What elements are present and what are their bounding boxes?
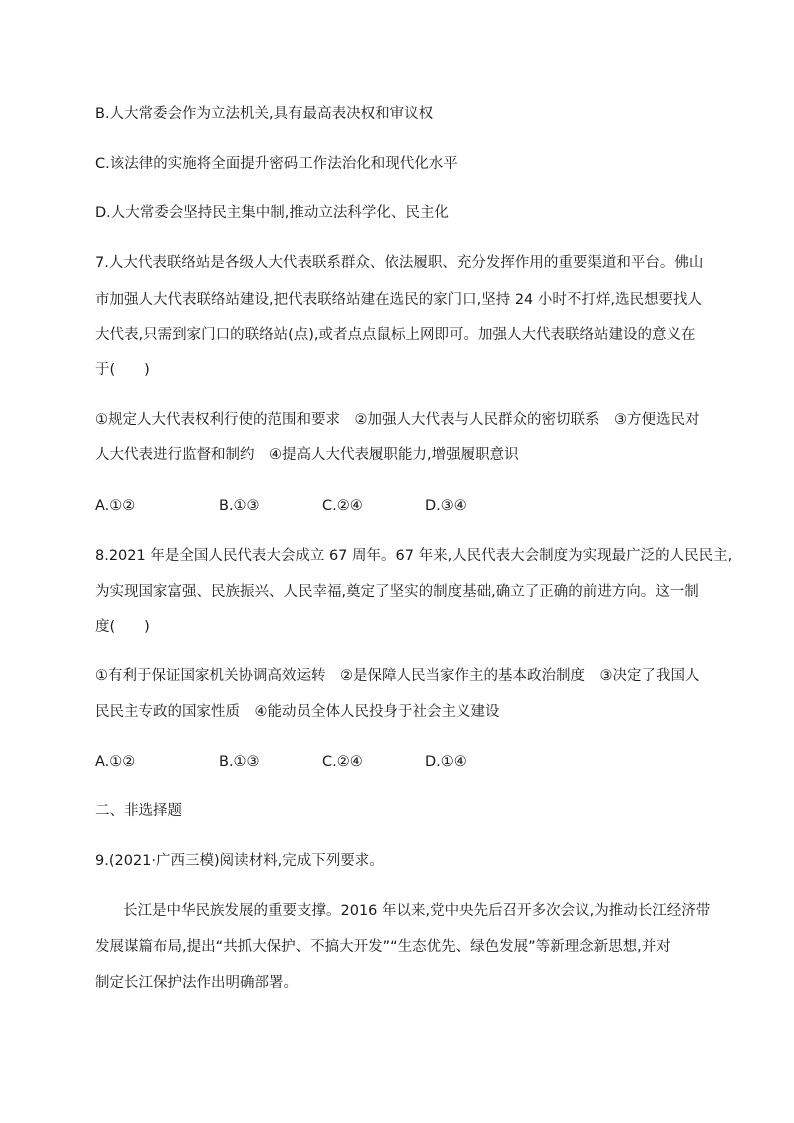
q6-option-b: B.人大常委会作为立法机关,具有最高表决权和审议权 xyxy=(95,106,434,122)
q8-stem-line: 为实现国家富强、民族振兴、人民幸福,奠定了坚实的制度基础,确立了正确的前进方向。这一制 xyxy=(95,584,699,600)
q7-choice-a: A.①② xyxy=(95,498,136,514)
q9-stem: 9.(2021·广西三模)阅读材料,完成下列要求。 xyxy=(95,853,384,869)
q8-stem-line: 8.2021 年是全国人民代表大会成立 67 周年。67 年来,人民代表大会制度为实现最广泛的人民民主, xyxy=(95,548,733,564)
q9-material-line: 发展谋篇布局,提出“共抓大保护、不搞大开发”“生态优先、绿色发展”等新理念新思想,并对 xyxy=(95,939,671,955)
q7-choice-c: C.②④ xyxy=(322,498,363,514)
q7-choice-b: B.①③ xyxy=(219,498,260,514)
q6-option-c: C.该法律的实施将全面提升密码工作法治化和现代化水平 xyxy=(95,156,458,172)
q9-material-line: 制定长江保护法作出明确部署。 xyxy=(95,975,298,991)
q8-choice-b: B.①③ xyxy=(219,754,260,770)
q8-statement-line: 民民主专政的国家性质 ④能动员全体人民投身于社会主义建设 xyxy=(95,704,500,720)
q7-choice-d: D.③④ xyxy=(425,498,467,514)
q7-stem-line: 于( ) xyxy=(95,362,150,378)
section-title: 二、非选择题 xyxy=(95,803,182,819)
q8-stem-line: 度( ) xyxy=(95,619,150,635)
q7-statement-line: ①规定人大代表权利行使的范围和要求 ②加强人大代表与人民群众的密切联系 ③方便选民对 xyxy=(95,412,700,428)
q7-statement-line: 人大代表进行监督和制约 ④提高人大代表履职能力,增强履职意识 xyxy=(95,447,519,463)
q7-stem-line: 市加强人大代表联络站建设,把代表联络站建在选民的家门口,坚持 24 小时不打烊,选民想要找人 xyxy=(95,292,702,308)
q8-choice-d: D.①④ xyxy=(425,754,467,770)
q8-choice-a: A.①② xyxy=(95,754,136,770)
q8-statement-line: ①有利于保证国家机关协调高效运转 ②是保障人民当家作主的基本政治制度 ③决定了我国人 xyxy=(95,668,700,684)
q9-material-line: 长江是中华民族发展的重要支撑。2016 年以来,党中央先后召开多次会议,为推动长江经济带 xyxy=(123,903,711,919)
q6-option-d: D.人大常委会坚持民主集中制,推动立法科学化、民主化 xyxy=(95,205,449,221)
q8-choice-c: C.②④ xyxy=(322,754,363,770)
q7-stem-line: 大代表,只需到家门口的联络站(点),或者点点鼠标上网即可。加强人大代表联络站建设的意义在 xyxy=(95,327,696,343)
q7-stem-line: 7.人大代表联络站是各级人大代表联系群众、依法履职、充分发挥作用的重要渠道和平台。佛山 xyxy=(95,255,704,271)
